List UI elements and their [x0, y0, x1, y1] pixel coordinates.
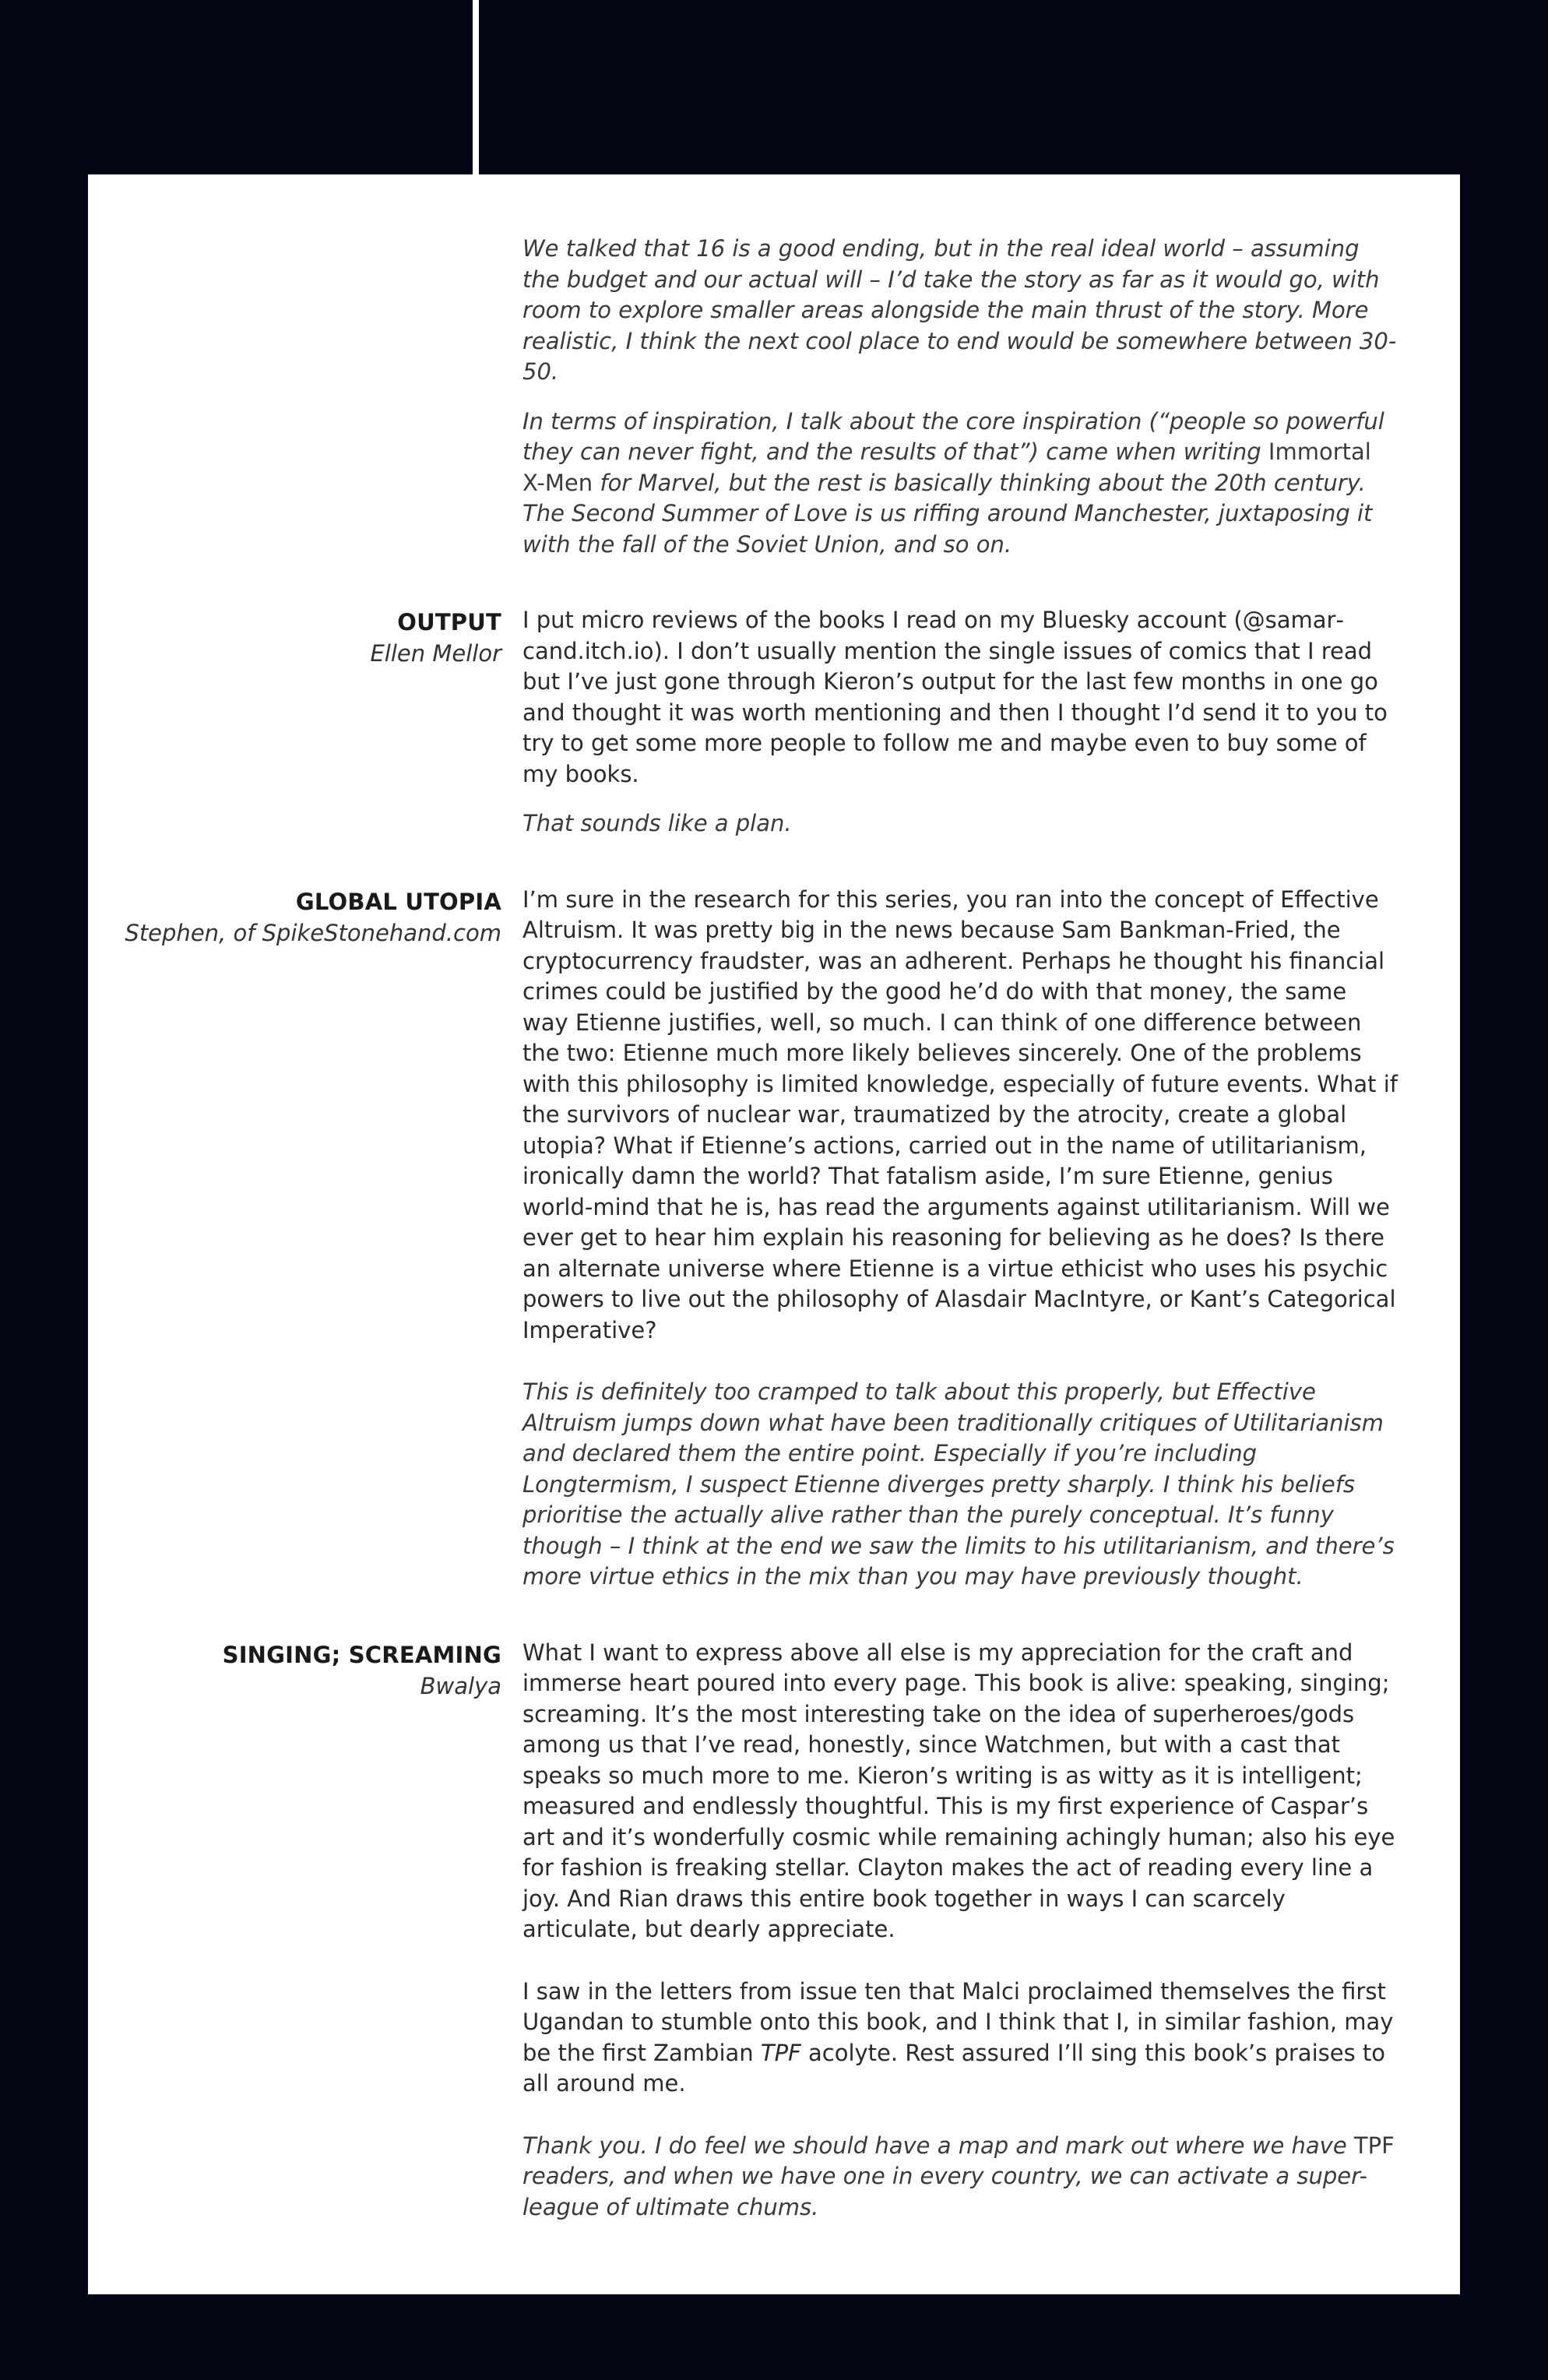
intro-section: [88, 234, 1460, 579]
letter-author: Bwalya: [420, 1672, 501, 1699]
letter-body: [522, 885, 1398, 1611]
letter-title: SINGING; SCREAMING: [222, 1641, 501, 1668]
reply-text-a: Thank you. I do feel we should have a map and mark out where we have: [522, 2132, 1354, 2159]
letter-title: OUTPUT: [397, 609, 501, 635]
intro-body: [522, 234, 1398, 579]
letter-author: Stephen, of SpikeStonehand.com: [125, 919, 501, 946]
top-divider-rule: [473, 0, 479, 174]
letter-paragraph: I put micro reviews of the books I read on my Bluesky account (@samarcand.itch.io). I don’t usually mention the single issues of comics that I read but I’ve just gone through Kieron’s output for the last few months in one go and thought it was worth mentioning and then I thought I’d send it to you to try to get some more people to follow me and maybe even to buy some of my books.: [522, 607, 1388, 787]
letter-output: [88, 605, 1460, 858]
letter-meta: [88, 605, 501, 858]
reply-text-b: readers, and when we have one in every country, we can activate a super-league of ultimate chums.: [522, 2163, 1367, 2220]
letter-p2-book-abbrev: TPF: [760, 2039, 801, 2066]
letter-singing-screaming: [88, 1638, 1460, 2242]
letter-title: GLOBAL UTOPIA: [295, 888, 501, 915]
intro-paragraph-2: [522, 407, 1398, 561]
letter-body: [522, 605, 1398, 858]
intro-p2-book-title: Immortal X-Men: [522, 438, 1371, 496]
intro-paragraph-1: We talked that 16 is a good ending, but in the real ideal world – assuming the budget and our actual will – I’d take the story as far as it would go, with room to explore smaller areas alongside the main thrust of the story. More realistic, I think the next cool place to end would be somewhere between 30-50.: [522, 235, 1397, 385]
editor-reply: That sounds like a plan.: [522, 810, 792, 836]
letter-author: Ellen Mellor: [370, 640, 501, 667]
letter-paragraph: What I want to express above all else is my appreciation for the craft and immerse heart poured into every page. This book is alive: speaking, singing; screaming. It’s the most interesting take on the idea of superheroes/gods among us that I’ve read, honestly, since Watchmen, but with a cast that speaks so much more to me. Kieron’s writing is as witty as it is intelligent; measured and endlessly thoughtful. This is my first experience of Caspar’s art and it’s wonderfully cosmic while remaining achingly human; also his eye for fashion is freaking stellar. Clayton makes the act of reading every line a joy. And Rian draws this entire book together in ways I can scarcely articulate, but dearly appreciate.: [522, 1639, 1395, 1942]
editor-reply: This is definitely too cramped to talk about this properly, but Effective Altruism jumps down what have been traditionally critiques of Utilitarianism and declared them the entire point. Especially if you’re including Longtermism, I suspect Etienne diverges pretty sharply. I think his beliefs prioritise the actually alive rather than the purely conceptual. It’s funny though – I think at the end we saw the limits to his utilitarianism, and there’s more virtue ethics in the mix than you may have previously thought.: [522, 1378, 1395, 1590]
letter-p2-text-b: acolyte. Rest assured I’ll sing this book’s praises to all around me.: [522, 2039, 1386, 2097]
editor-reply: [522, 2131, 1398, 2223]
letter-paragraph-2: [522, 1977, 1398, 2100]
letter-meta: [88, 885, 501, 1611]
letter-meta: [88, 1638, 501, 2242]
letters-page: [88, 174, 1460, 2294]
letter-body: [522, 1638, 1398, 2242]
letter-paragraph: I’m sure in the research for this series, you ran into the concept of Effective Altruism. It was pretty big in the news because Sam Bankman-Fried, the cryptocurrency fraudster, was an adherent. Perhaps he thought his financial crimes could be justified by the good he’d do with that money, the same way Etienne justifies, well, so much. I can think of one difference between the two: Etienne much more likely believes sincerely. One of the problems with this philosophy is limited knowledge, especially of future events. What if the survivors of nuclear war, traumatized by the atrocity, create a global utopia? What if Etienne’s actions, carried out in the name of utilitarianism, ironically damn the world? That fatalism aside, I’m sure Etienne, genius world-mind that he is, has read the arguments against utilitarianism. Will we ever get to hear him explain his reasoning for believing as he does? Is there an alternate universe where Etienne is a virtue ethicist who uses his psychic powers to live out the philosophy of Alasdair MacIntyre, or Kant’s Categorical Imperative?: [522, 885, 1398, 1343]
intro-meta: [88, 234, 501, 579]
letter-global-utopia: [88, 885, 1460, 1611]
reply-book-abbrev: TPF: [1353, 2132, 1395, 2159]
letters-content: [88, 234, 1460, 2268]
letter-p2-text-a: I saw in the letters from issue ten that Malci proclaimed themselves the first Ugandan to stumble onto this book, and I think that I, in similar fashion, may be the first Zambian: [522, 1977, 1394, 2066]
intro-p2-text-a: In terms of inspiration, I talk about the core inspiration (“people so powerful they can never fight, and the results of that”) came when writing: [522, 407, 1384, 465]
intro-p2-text-b: for Marvel, but the rest is basically thinking about the 20th century. The Second Summer of Love is us riffing around Manchester, juxtaposing it with the fall of the Soviet Union, and so on.: [522, 469, 1373, 558]
